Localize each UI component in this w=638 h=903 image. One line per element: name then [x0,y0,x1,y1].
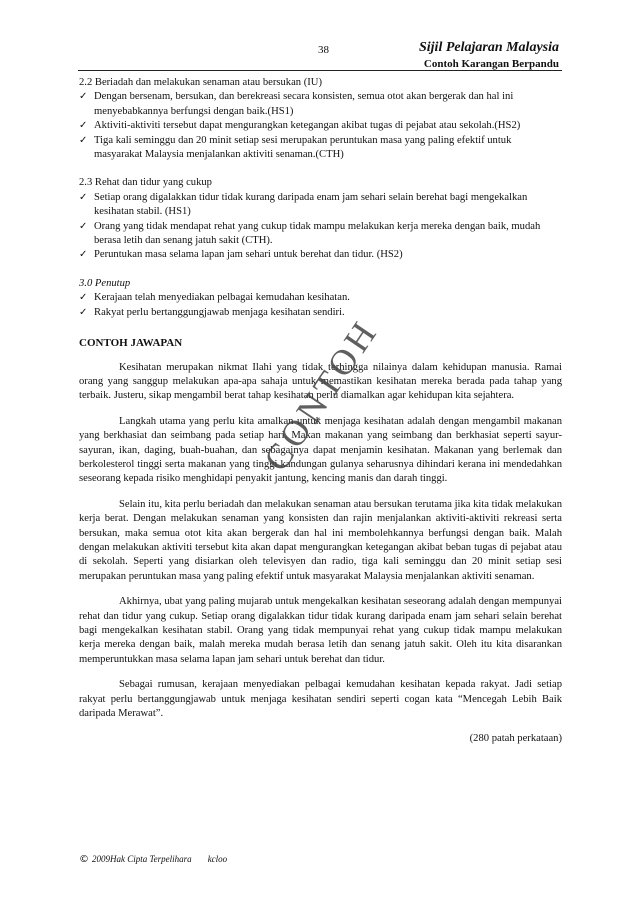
checkmark-icon: ✓ [79,120,88,132]
checkmark-icon: ✓ [79,91,88,103]
list-item: ✓ Dengan bersenam, bersukan, dan berekreasi secara konsisten, semua otot akan bergerak dan hal ini menyebabkannya berfungsi dengan baik.(HS1) [79,91,514,117]
page-content [79,76,562,747]
checklist [79,90,562,162]
checkmark-icon: ✓ [79,220,88,232]
list-item: ✓ Kerajaan telah menyediakan pelbagai kemudahan kesihatan. [79,291,562,305]
essay-paragraph: Sebagai rumusan, kerajaan menyediakan pelbagai kemudahan kesihatan kepada rakyat. Jadi setiap rakyat perlu bertanggungjawab untuk menjaga kesihatan sendiri seperti cogan kata “Mencegah Lebih Baik daripada Merawat”. [79,679,562,720]
section-heading: 3.0 Penutup [79,277,131,289]
header-rule [78,70,562,71]
list-item: ✓ Aktiviti-aktiviti tersebut dapat mengurangkan ketegangan akibat tugas di pejabat atau sekolah.(HS2) [79,119,562,133]
checkmark-icon: ✓ [79,306,88,318]
list-item: ✓ Peruntukan masa selama lapan jam sehari untuk berehat dan tidur. (HS2) [79,248,562,262]
essay-paragraph: Akhirnya, ubat yang paling mujarab untuk mengekalkan kesihatan seseorang adalah dengan mempunyai rehat dan tidur yang cukup. Setiap orang digalakkan tidur tidak kurang daripada enam jam sehari selain berehat bagi mengekalkan kesihatan stabil. Orang yang tidak mempunyai rehat yang cukup tidak mampu melakukan kerja mereka dengan baik, malah mereka mudah berasa letih dan senang jatuh sakit. Oleh itu kita disarankan memperuntukkan masa selama lapan jam sehari untuk berehat dan tidur. [79,596,562,665]
page-number: 38 [318,44,329,56]
essay-paragraph: Kesihatan merupakan nikmat Ilahi yang tidak terhingga nilainya dalam kehidupan manusia. Ramai orang yang sanggup melakukan apa-apa sahaja untuk memastikan kesihatan mereka berada pada tahap yang terbaik. Justeru, sikap mengambil berat tahap kesihatan perlu diamalkan agar kehidupan kita sejahtera. [79,361,562,402]
section-rehat [79,176,562,262]
section-heading: 2.2 Beriadah dan melakukan senaman atau bersukan (IU) [79,77,322,88]
checkmark-icon: ✓ [79,292,88,304]
list-item: ✓ Tiga kali seminggu dan 20 minit setiap sesi merupakan peruntukan masa yang paling efektif untuk masyarakat Malaysia menjalankan aktiviti senaman.(CTH) [79,134,512,161]
author-name: kcloo [207,854,228,864]
copyright-icon: © [79,854,89,865]
footer [79,854,227,865]
list-item: ✓ Setiap orang digalakkan tidur tidak kurang daripada enam jam sehari selain berehat bagi mengekalkan kesihatan stabil. (HS1) [79,191,528,218]
checkmark-icon: ✓ [79,134,88,146]
section-riadah [79,76,562,162]
copyright-text: 2009Hak Cipta Terpelihara [92,854,192,864]
watermark: CONTOH [255,311,386,478]
section-heading: 2.3 Rehat dan tidur yang cukup [79,177,212,189]
document-subtitle: Contoh Karangan Berpandu [423,58,559,70]
checkmark-icon: ✓ [79,191,88,203]
list-item: ✓ Orang yang tidak mendapat rehat yang cukup tidak mampu melakukan kerja mereka dengan baik, mudah berasa letih dan senang jatuh sakit (CTH). [79,220,541,247]
list-item: ✓ Rakyat perlu bertanggungjawab menjaga kesihatan sendiri. [79,306,562,320]
essay-paragraph: Selain itu, kita perlu beriadah dan melakukan senaman atau bersukan terutama jika kita tidak melakukan kerja berat. Dengan melakukan senaman yang konsisten dan rajin menjalankan aktiviti-aktiviti rekreasi serta bersukan, maka semua otot kita akan bergerak dan hal ini membolehkannya berfungsi dengan baik. Malah dengan melakukan aktiviti tersebut kita akan dapat mengurangkan ketegangan akibat beban tugas di pejabat atau di sekolah. Seperti yang disiarkan oleh televisyen dan radio, tiga kali seminggu dan 20 minit setiap sesi merupakan peruntukan masa yang paling efektif untuk masyarakat Malaysia menjalankan aktiviti senaman. [79,498,562,582]
essay-paragraph: Langkah utama yang perlu kita amalkan untuk menjaga kesihatan adalah dengan mengambil makanan yang berkhasiat dan seimbang pada setiap hari. Makan makanan yang seimbang dan berkhasiat seperti sayur-sayuran, ikan, daging, buah-buahan, dan sebagainya dapat menjamin kesihatan. Makanan yang berlemak dan berkolesterol tinggi serta makanan yang tinggi kandungan gulanya seharusnya dihindari kerana ini mendedahkan seseorang kepada risiko menghidapi penyakit jantung, kencing manis dan darah tinggi. [79,415,562,485]
word-count: (280 patah perkataan) [469,733,562,745]
answer-heading: CONTOH JAWAPAN [79,337,183,350]
checkmark-icon: ✓ [79,249,88,261]
checklist [79,191,562,263]
checklist [79,291,562,320]
document-title: Sijil Pelajaran Malaysia [418,40,559,55]
section-penutup [79,277,562,320]
